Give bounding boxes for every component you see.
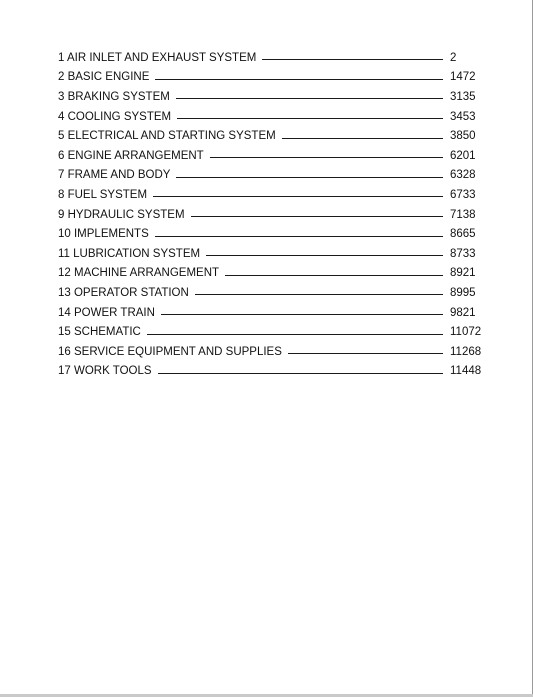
toc-leader-line: [206, 255, 443, 256]
toc-entry-title[interactable]: 3 BRAKING SYSTEM: [58, 90, 170, 103]
toc-entry[interactable]: [58, 362, 488, 382]
toc-entry[interactable]: [58, 126, 488, 146]
toc-entry-title[interactable]: 8 FUEL SYSTEM: [58, 188, 148, 201]
toc-entry-title[interactable]: 16 SERVICE EQUIPMENT AND SUPPLIES: [58, 345, 282, 358]
toc-entry-page[interactable]: 8733: [450, 247, 476, 260]
toc-entry-page[interactable]: 3135: [450, 90, 476, 103]
toc-entry-title[interactable]: 4 COOLING SYSTEM: [58, 110, 172, 123]
toc-entry-title[interactable]: 13 OPERATOR STATION: [58, 286, 189, 299]
toc-leader-line: [155, 79, 443, 80]
toc-entry-title[interactable]: 7 FRAME AND BODY: [58, 169, 171, 182]
toc-entry-title[interactable]: 6 ENGINE ARRANGEMENT: [58, 149, 204, 162]
toc-leader-line: [158, 373, 443, 374]
toc-entry-title[interactable]: 9 HYDRAULIC SYSTEM: [58, 208, 185, 221]
toc-entry-page[interactable]: 3850: [450, 130, 476, 143]
toc-entry[interactable]: [58, 283, 488, 303]
toc-entry-title[interactable]: 2 BASIC ENGINE: [58, 71, 150, 84]
toc-entry-page[interactable]: 6328: [450, 169, 476, 182]
toc-entry-page[interactable]: 1472: [450, 71, 476, 84]
toc-entry-title[interactable]: 14 POWER TRAIN: [58, 306, 155, 319]
toc-entry-page[interactable]: 6201: [450, 149, 476, 162]
toc-entry-page[interactable]: 2: [450, 51, 457, 64]
toc-entry[interactable]: [58, 68, 488, 88]
toc-entry[interactable]: [58, 303, 488, 323]
toc-entry[interactable]: [58, 244, 488, 264]
toc-leader-line: [225, 275, 443, 276]
toc-entry[interactable]: [58, 87, 488, 107]
toc-leader-line: [195, 294, 443, 295]
toc-leader-line: [161, 314, 443, 315]
toc-entry[interactable]: [58, 224, 488, 244]
toc-entry-title[interactable]: 17 WORK TOOLS: [58, 365, 152, 378]
toc-entry-page[interactable]: 8921: [450, 267, 476, 280]
toc-entry-page[interactable]: 3453: [450, 110, 476, 123]
toc-leader-line: [282, 138, 443, 139]
toc-entry[interactable]: [58, 107, 488, 127]
toc-leader-line: [176, 98, 443, 99]
toc-entry-page[interactable]: 11448: [450, 365, 482, 378]
toc-leader-line: [288, 353, 443, 354]
toc-entry-title[interactable]: 15 SCHEMATIC: [58, 326, 141, 339]
toc-entry-page[interactable]: 7138: [450, 208, 476, 221]
toc-entry-title[interactable]: 11 LUBRICATION SYSTEM: [58, 247, 201, 260]
toc-entry-title[interactable]: 5 ELECTRICAL AND STARTING SYSTEM: [58, 130, 276, 143]
toc-entry[interactable]: [58, 166, 488, 186]
table-of-contents: [58, 48, 488, 381]
toc-entry[interactable]: [58, 205, 488, 225]
toc-entry-page[interactable]: 8665: [450, 228, 476, 241]
toc-entry[interactable]: [58, 342, 488, 362]
toc-entry-title[interactable]: 10 IMPLEMENTS: [58, 228, 149, 241]
toc-entry[interactable]: [58, 322, 488, 342]
toc-entry-title[interactable]: 1 AIR INLET AND EXHAUST SYSTEM: [58, 51, 257, 64]
toc-entry-page[interactable]: 11072: [450, 326, 482, 339]
toc-leader-line: [147, 334, 443, 335]
toc-entry[interactable]: [58, 185, 488, 205]
toc-entry[interactable]: [58, 264, 488, 284]
toc-entry[interactable]: [58, 48, 488, 68]
toc-leader-line: [155, 236, 443, 237]
toc-leader-line: [262, 59, 443, 60]
toc-leader-line: [176, 177, 443, 178]
toc-entry-page[interactable]: 8995: [450, 286, 476, 299]
toc-leader-line: [191, 216, 443, 217]
toc-entry-page[interactable]: 11268: [450, 345, 482, 358]
toc-entry-title[interactable]: 12 MACHINE ARRANGEMENT: [58, 267, 220, 280]
toc-leader-line: [153, 196, 443, 197]
toc-leader-line: [210, 157, 443, 158]
toc-entry[interactable]: [58, 146, 488, 166]
toc-leader-line: [177, 118, 443, 119]
toc-entry-page[interactable]: 9821: [450, 306, 476, 319]
toc-entry-page[interactable]: 6733: [450, 188, 476, 201]
